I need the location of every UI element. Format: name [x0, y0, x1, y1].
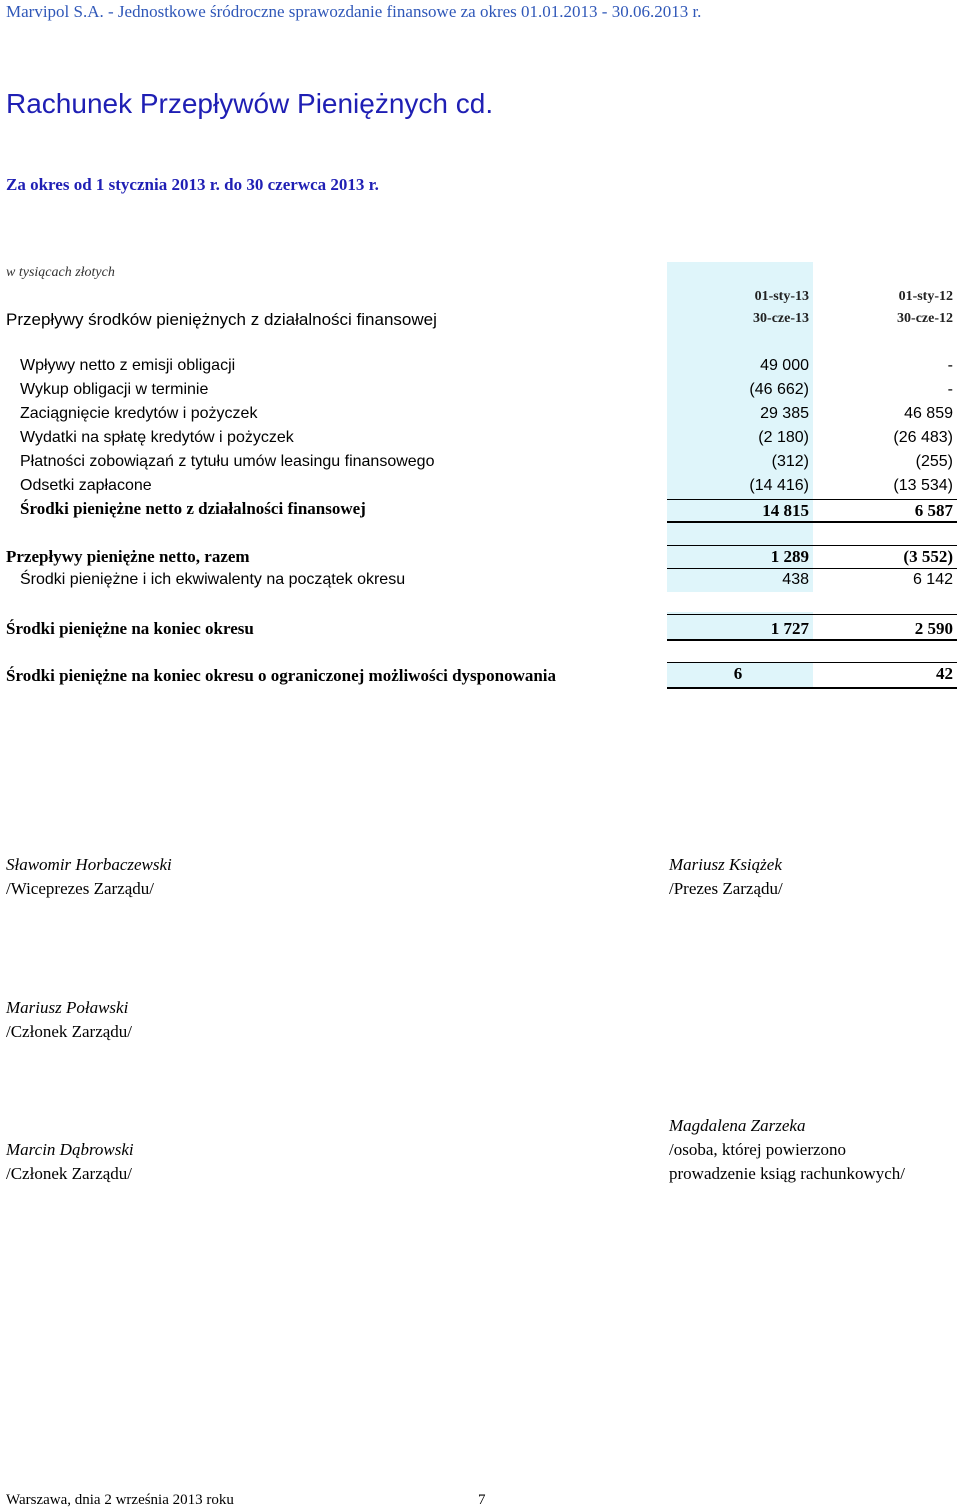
- total-underline: [667, 568, 957, 569]
- page-title: Rachunek Przepływów Pieniężnych cd.: [6, 88, 494, 119]
- signatory-name: Mariusz Poławski: [6, 998, 129, 1017]
- signatory-role: /Członek Zarządu/: [6, 1164, 133, 1183]
- closing-current: 1 727: [770, 619, 809, 638]
- row-value-current: 49 000: [760, 357, 809, 374]
- signatory-name: Sławomir Horbaczewski: [6, 855, 172, 874]
- signatory-name: Magdalena Zarzeka: [669, 1116, 806, 1135]
- signatory-role: /osoba, której powierzono: [669, 1140, 847, 1159]
- opening-prior: 6 142: [912, 571, 953, 588]
- restricted-label: Środki pieniężne na koniec okresu o ograniczonej możliwości dysponowania: [6, 666, 557, 685]
- closing-underline: [667, 639, 957, 641]
- row-value-prior: -: [947, 381, 953, 398]
- period-subtitle: Za okres od 1 stycznia 2013 r. do 30 czerwca 2013 r.: [6, 175, 379, 194]
- restricted-current: 6: [733, 664, 743, 683]
- net-financing-current: 14 815: [762, 501, 809, 520]
- row-value-prior: 46 859: [904, 405, 953, 422]
- opening-label: Środki pieniężne i ich ekwiwalenty na początek okresu: [20, 571, 406, 588]
- row-value-current: 29 385: [760, 405, 809, 422]
- footer-place-date: Warszawa, dnia 2 września 2013 roku: [6, 1492, 234, 1508]
- row-value-current: (312): [771, 453, 809, 470]
- signatory-role: prowadzenie ksiąg rachunkowych/: [669, 1164, 906, 1183]
- total-line: [667, 545, 957, 546]
- row-label: Płatności zobowiązań z tytułu umów leasingu finansowego: [20, 453, 435, 470]
- row-label: Wpływy netto z emisji obligacji: [20, 357, 236, 374]
- row-value-prior: -: [947, 357, 953, 374]
- document-header: Marvipol S.A. - Jednostkowe śródroczne sprawozdanie finansowe za okres 01.01.2013 - 30.06.2013 r.: [6, 2, 702, 21]
- signatory-name: Marcin Dąbrowski: [6, 1140, 134, 1159]
- net-total-label: Przepływy pieniężne netto, razem: [6, 547, 250, 566]
- opening-current: 438: [782, 571, 809, 588]
- signatory-role: /Prezes Zarządu/: [669, 879, 783, 898]
- closing-label: Środki pieniężne na koniec okresu: [6, 619, 254, 638]
- col2-to: 30-cze-12: [897, 311, 953, 326]
- col2-from: 01-sty-12: [898, 289, 953, 304]
- row-value-prior: (26 483): [893, 429, 953, 446]
- row-value-current: (14 416): [749, 477, 809, 494]
- net-total-current: 1 289: [770, 547, 809, 566]
- row-label: Wydatki na spłatę kredytów i pożyczek: [20, 429, 294, 446]
- closing-topline: [667, 614, 957, 615]
- row-label: Wykup obligacji w terminie: [20, 381, 209, 398]
- row-value-current: (2 180): [758, 429, 809, 446]
- row-label: Odsetki zapłacone: [20, 477, 152, 494]
- subtotal-line: [667, 499, 957, 500]
- net-financing-label: Środki pieniężne netto z działalności finansowej: [20, 499, 366, 518]
- section-label: Przepływy środków pieniężnych z działalności finansowej: [6, 310, 437, 329]
- net-total-prior: (3 552): [903, 547, 953, 566]
- closing-prior: 2 590: [914, 619, 953, 638]
- restricted-prior: 42: [936, 664, 953, 683]
- row-value-prior: (13 534): [893, 477, 953, 494]
- restricted-topline: [667, 662, 957, 663]
- restricted-underline: [667, 687, 957, 689]
- row-value-prior: (255): [915, 453, 953, 470]
- row-value-current: (46 662): [749, 381, 809, 398]
- units-note: w tysiącach złotych: [6, 265, 115, 280]
- signatory-role: /Członek Zarządu/: [6, 1022, 133, 1041]
- row-label: Zaciągnięcie kredytów i pożyczek: [20, 405, 258, 422]
- signatory-role: /Wiceprezes Zarządu/: [6, 879, 154, 898]
- net-financing-prior: 6 587: [914, 501, 953, 520]
- signatory-name: Mariusz Książek: [669, 855, 782, 874]
- col1-to: 30-cze-13: [753, 311, 809, 326]
- subtotal-underline: [667, 521, 957, 523]
- col1-from: 01-sty-13: [754, 289, 809, 304]
- page-number: 7: [478, 1492, 486, 1508]
